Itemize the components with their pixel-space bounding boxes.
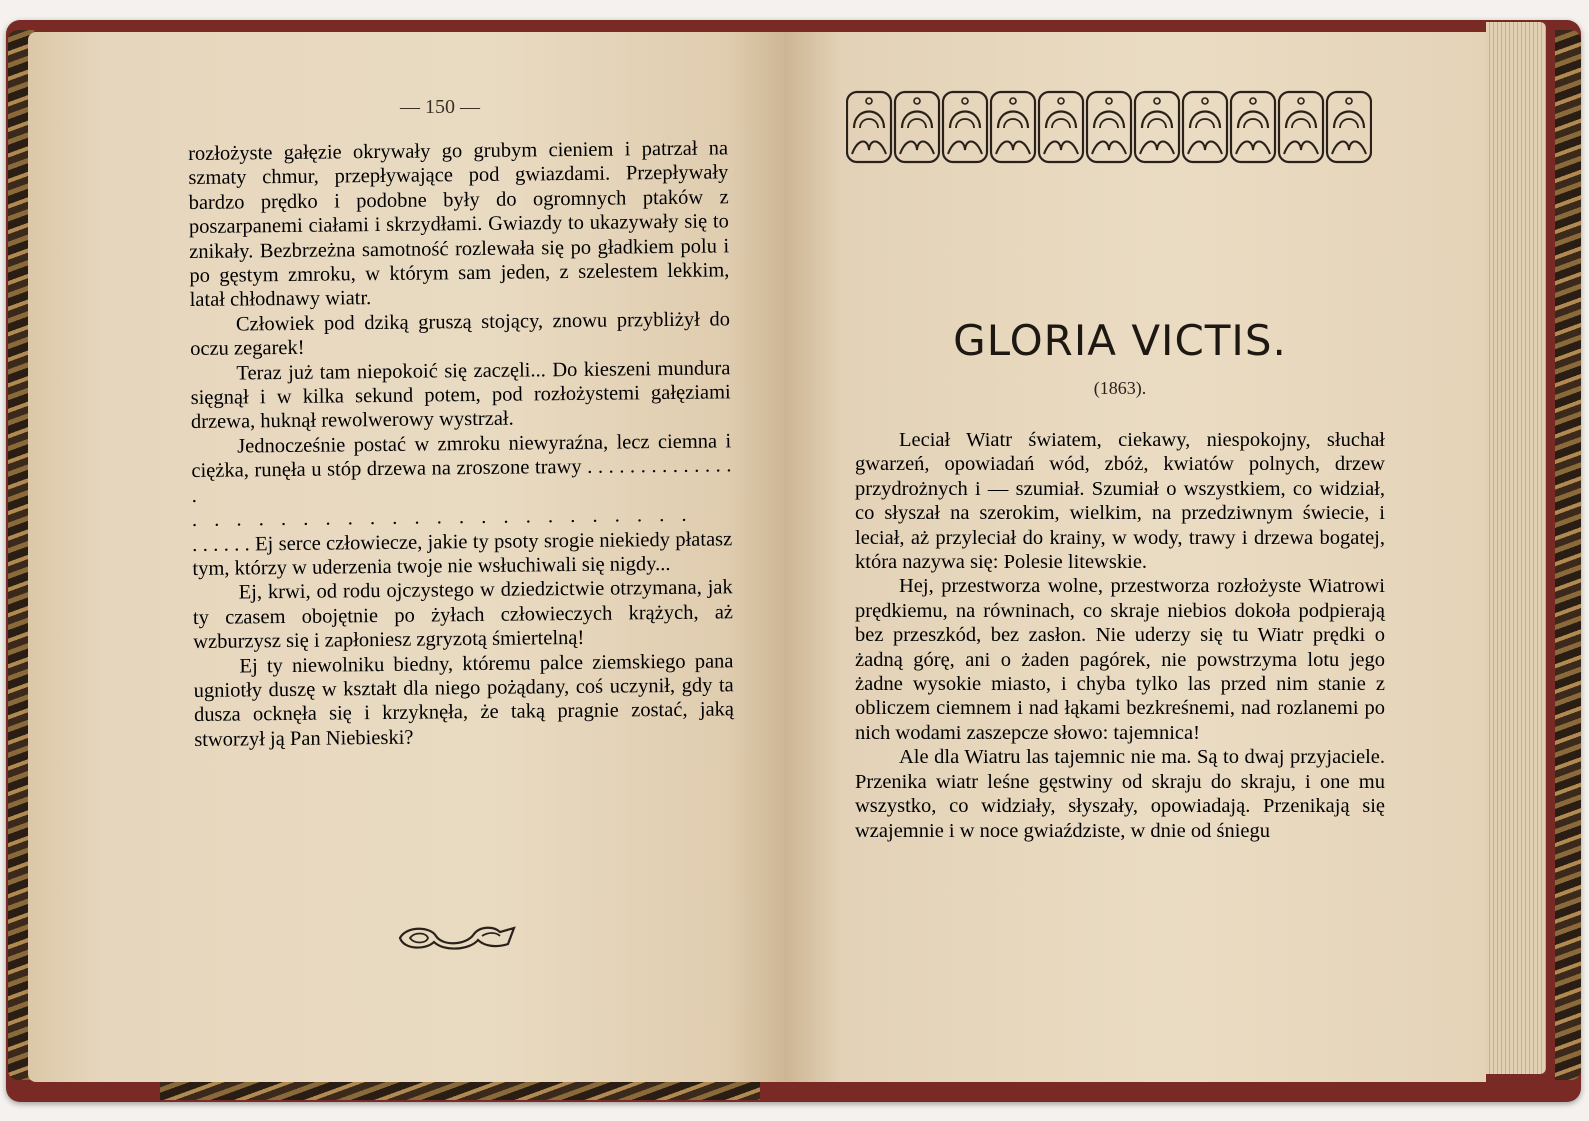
ellipsis-line: . . . . . . . . . . . . . . . . . . . . . . . xyxy=(191,503,693,532)
page-number: — 150 — xyxy=(400,96,480,118)
end-flourish-ornament xyxy=(396,920,520,954)
paragraph: Hej, przestworza wolne, przestworza rozłożyste Wiatrowi prędkiemu, na równinach, co skraje niebios dokoła podpierają bez przeszkód, bez zasłon. Nie uderzy się tu Wiatr prędki o żadną górę, ani o żaden pagórek, nie powstrzyma lotu jego żadne wysokie miasto, i chyba tylko las przed nim stanie z obliczem ciemnem i nad łąkami bezkreśnemi, nad rozlanemi po nich wodami zaszepcze słowo: tajemnica! xyxy=(855,575,1385,744)
paragraph: Jednocześnie postać w zmroku niewyraźna, lecz ciemna i ciężka, runęła u stóp drzewa na zroszone trawy . . . . . . . . . . . . . . . xyxy=(191,430,732,507)
paragraph: rozłożyste gałęzie okrywały go grubym cieniem i patrzał na szmaty chmur, przepływające pod gwiazdami. Przepływały bardzo prędko i podobne były do ogromnych ptaków z poszarpanemi ciałami i skrzydłami. Gwiazdy to ukazywały się to znikały. Bezbrzeżna samotność rozlewała się po gładkiem polu i po gęstym zmroku, w którym sam jeden, z szelestem lekkim, latał chłodnawy wiatr. xyxy=(188,137,730,312)
paragraph: Leciał Wiatr światem, ciekawy, niespokojny, słuchał gwarzeń, opowiadań wód, zbóż, kwiatów polnych, drzew przydrożnych i — szumiał. Szumiał o wszystkiem, co widział, co słyszał na szerokim, wielkim, na przedziwnym świecie, i leciał, aż przyleciał do krainy, w wody, trawy i drzewa bogatej, która nazywa się: Polesie litewskie. xyxy=(855,429,1385,574)
art-nouveau-frieze xyxy=(846,88,1372,166)
paragraph: . . . . . . Ej serce człowiecze, jakie ty psoty srogie niekiedy płatasz tym, którzy w uderzenia twoje nie wsłuchiwali się nigdy... xyxy=(192,527,733,580)
page-edge-stack xyxy=(1486,22,1546,1074)
paragraph: Ej, krwi, od rodu ojczystego w dziedzictwie otrzymana, jak ty czasem obojętnie po żyłach człowieczych krążych, aż wzburzysz się i zapłoniesz zgryzotą śmiertelną! xyxy=(192,576,734,654)
right-page-text xyxy=(855,428,1385,843)
marbled-edge-right xyxy=(1555,30,1581,1080)
paragraph: Człowiek pod dziką gruszą stojący, znowu przybliżył do oczu zegarek! xyxy=(190,308,731,361)
marbled-edge-bottom xyxy=(160,1080,760,1100)
paragraph: Teraz już tam niepokoić się zaczęli... Do kieszeni mundura sięgnął i w kilka sekund potem, pod rozłożystemi gałęziami drzewa, huknął rewolwerowy wystrzał. xyxy=(190,356,731,434)
left-page-text xyxy=(188,136,734,752)
chapter-year: (1863). xyxy=(1093,378,1147,398)
paragraph: Ale dla Wiatru las tajemnic nie ma. Są to dwaj przyjaciele. Przenika wiatr leśne gęstwiny od skraju do skraju, i one mu wszystko, co widziały, słyszały, opowiadają. Przenikają się wzajemnie i w noce gwiaździste, w dnie od śniegu xyxy=(855,746,1385,842)
chapter-title: GLORIA VICTIS. xyxy=(953,316,1287,365)
paragraph: Ej ty niewolniku biedny, któremu palce ziemskiego pana ugniotły duszę w kształt dla niego pożądany, coś uczynił, gdy ta dusza ocknęła się i krzyknęła, że taką pragnie zostać, jaką stworzył ją Pan Niebieski? xyxy=(193,649,735,751)
